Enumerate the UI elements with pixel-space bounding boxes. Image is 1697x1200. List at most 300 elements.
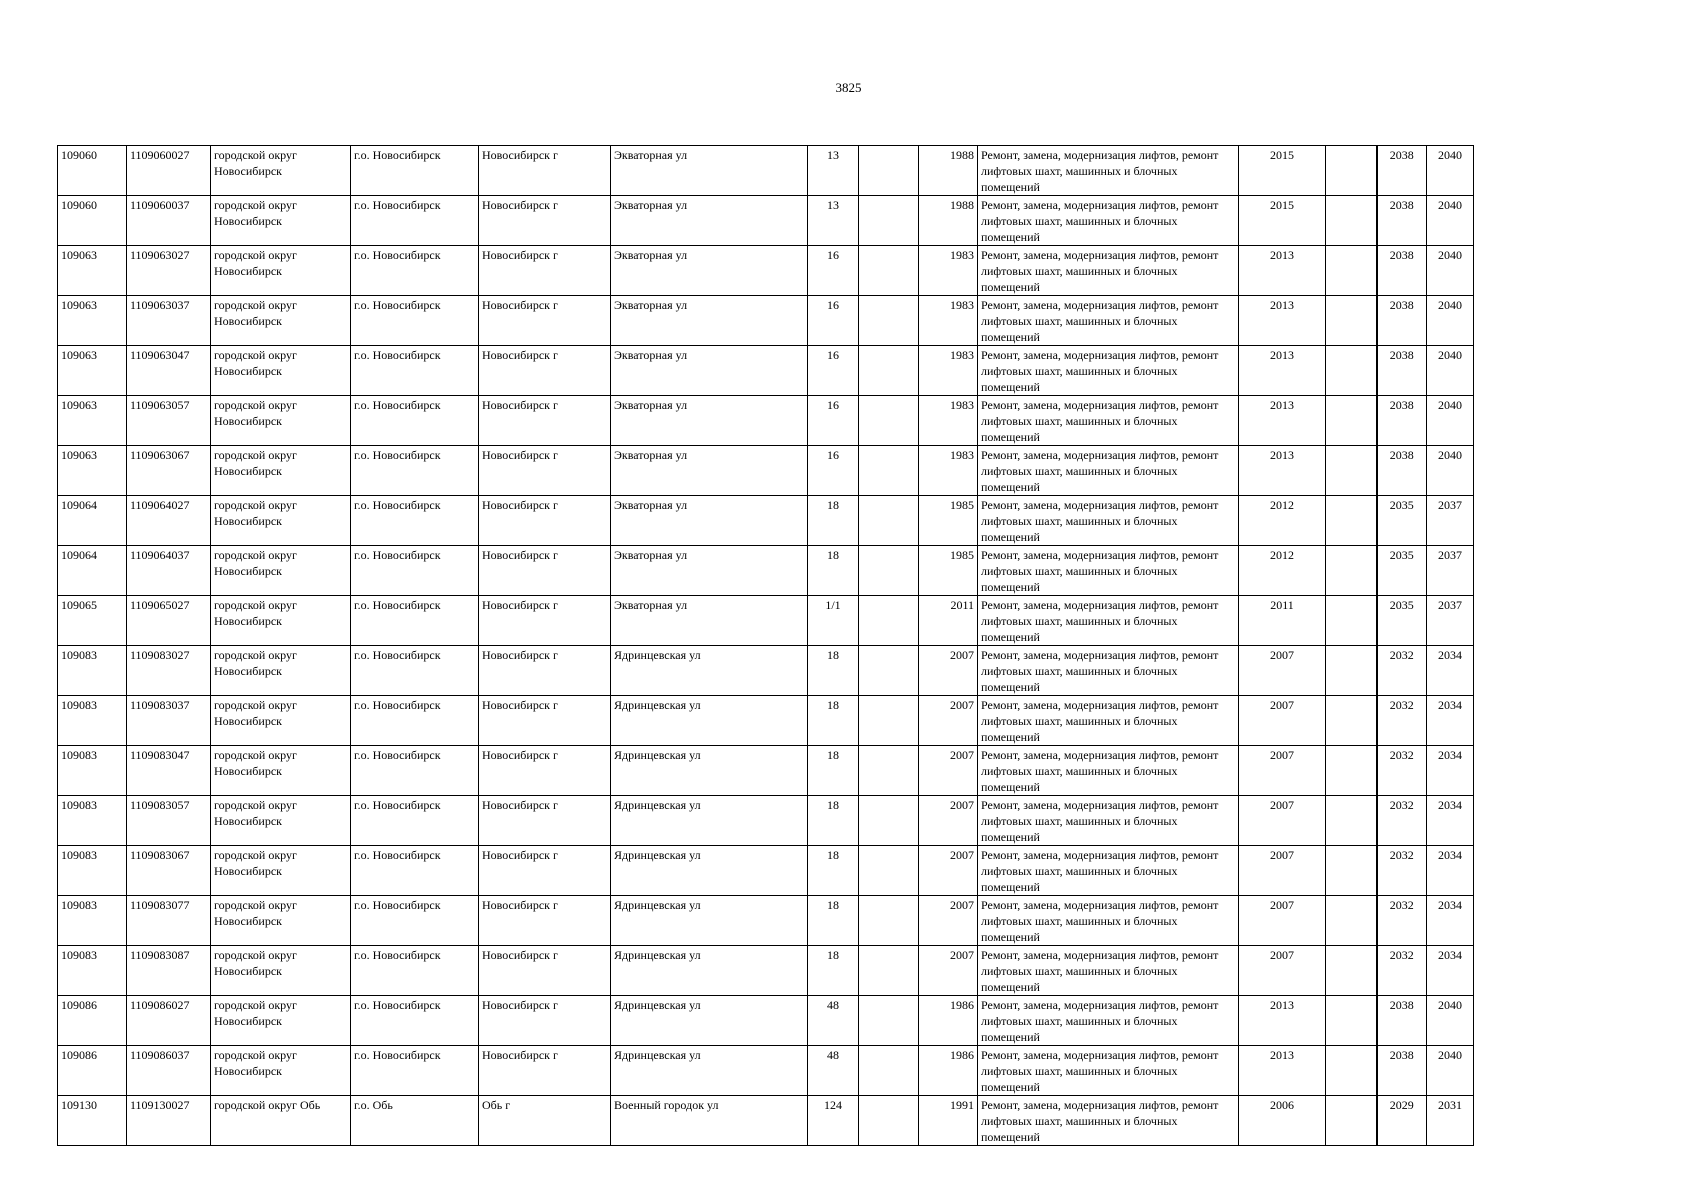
cell-district: городской округ Новосибирск [211, 996, 351, 1046]
table-row [58, 996, 1474, 1046]
cell-extra [859, 646, 919, 696]
cell-blank [1326, 1096, 1377, 1146]
cell-district: городской округ Новосибирск [211, 446, 351, 496]
cell-settlement: г.о. Новосибирск [351, 196, 479, 246]
cell-plan-to: 2040 [1427, 146, 1474, 196]
cell-id: 109086 [58, 996, 127, 1046]
cell-year-built: 2007 [919, 746, 978, 796]
cell-city: Новосибирск г [479, 1046, 611, 1096]
cell-house: 18 [808, 496, 859, 546]
cell-id: 109063 [58, 446, 127, 496]
cell-work-type: Ремонт, замена, модернизация лифтов, ремонт лифтовых шахт, машинных и блочных помещений [978, 296, 1239, 346]
cell-settlement: г.о. Новосибирск [351, 946, 479, 996]
cell-blank [1326, 346, 1377, 396]
cell-last-repair: 2013 [1239, 296, 1326, 346]
cell-code: 1109086027 [127, 996, 211, 1046]
cell-work-type: Ремонт, замена, модернизация лифтов, ремонт лифтовых шахт, машинных и блочных помещений [978, 696, 1239, 746]
cell-last-repair: 2007 [1239, 896, 1326, 946]
cell-plan-from: 2032 [1377, 896, 1427, 946]
cell-blank [1326, 1046, 1377, 1096]
cell-year-built: 1986 [919, 996, 978, 1046]
cell-blank [1326, 696, 1377, 746]
cell-house: 18 [808, 546, 859, 596]
cell-city: Новосибирск г [479, 896, 611, 946]
cell-year-built: 1991 [919, 1096, 978, 1146]
table-row [58, 596, 1474, 646]
cell-settlement: г.о. Новосибирск [351, 846, 479, 896]
cell-last-repair: 2006 [1239, 1096, 1326, 1146]
table-row [58, 496, 1474, 546]
cell-house: 18 [808, 646, 859, 696]
table-row [58, 296, 1474, 346]
cell-house: 16 [808, 396, 859, 446]
cell-blank [1326, 496, 1377, 546]
cell-work-type: Ремонт, замена, модернизация лифтов, ремонт лифтовых шахт, машинных и блочных помещений [978, 246, 1239, 296]
cell-blank [1326, 246, 1377, 296]
cell-plan-to: 2040 [1427, 296, 1474, 346]
cell-id: 109083 [58, 896, 127, 946]
cell-city: Новосибирск г [479, 646, 611, 696]
cell-blank [1326, 946, 1377, 996]
cell-plan-to: 2040 [1427, 446, 1474, 496]
table-row [58, 1096, 1474, 1146]
cell-street: Экваторная ул [611, 246, 808, 296]
cell-extra [859, 1096, 919, 1146]
cell-street: Ядринцевская ул [611, 896, 808, 946]
cell-district: городской округ Новосибирск [211, 846, 351, 896]
cell-plan-from: 2032 [1377, 746, 1427, 796]
cell-extra [859, 796, 919, 846]
cell-district: городской округ Новосибирск [211, 146, 351, 196]
cell-house: 13 [808, 196, 859, 246]
cell-plan-to: 2034 [1427, 696, 1474, 746]
cell-plan-to: 2040 [1427, 396, 1474, 446]
cell-id: 109060 [58, 196, 127, 246]
cell-house: 1/1 [808, 596, 859, 646]
cell-year-built: 1983 [919, 396, 978, 446]
cell-settlement: г.о. Новосибирск [351, 396, 479, 446]
cell-city: Новосибирск г [479, 296, 611, 346]
cell-extra [859, 946, 919, 996]
cell-blank [1326, 746, 1377, 796]
cell-year-built: 1988 [919, 196, 978, 246]
cell-last-repair: 2013 [1239, 1046, 1326, 1096]
cell-plan-from: 2032 [1377, 946, 1427, 996]
cell-blank [1326, 296, 1377, 346]
cell-city: Новосибирск г [479, 696, 611, 746]
cell-plan-to: 2037 [1427, 496, 1474, 546]
cell-settlement: г.о. Новосибирск [351, 496, 479, 546]
cell-year-built: 1985 [919, 546, 978, 596]
cell-settlement: г.о. Новосибирск [351, 696, 479, 746]
cell-code: 1109083077 [127, 896, 211, 946]
cell-code: 1109060027 [127, 146, 211, 196]
cell-id: 109064 [58, 546, 127, 596]
cell-blank [1326, 546, 1377, 596]
cell-extra [859, 296, 919, 346]
cell-extra [859, 996, 919, 1046]
table-row [58, 846, 1474, 896]
cell-settlement: г.о. Новосибирск [351, 1046, 479, 1096]
cell-code: 1109086037 [127, 1046, 211, 1096]
table-row [58, 946, 1474, 996]
cell-id: 109063 [58, 296, 127, 346]
cell-id: 109083 [58, 646, 127, 696]
cell-work-type: Ремонт, замена, модернизация лифтов, ремонт лифтовых шахт, машинных и блочных помещений [978, 396, 1239, 446]
cell-street: Экваторная ул [611, 596, 808, 646]
cell-work-type: Ремонт, замена, модернизация лифтов, ремонт лифтовых шахт, машинных и блочных помещений [978, 146, 1239, 196]
cell-house: 18 [808, 946, 859, 996]
cell-code: 1109065027 [127, 596, 211, 646]
cell-code: 1109063047 [127, 346, 211, 396]
cell-year-built: 2007 [919, 946, 978, 996]
cell-blank [1326, 196, 1377, 246]
cell-district: городской округ Обь [211, 1096, 351, 1146]
cell-district: городской округ Новосибирск [211, 346, 351, 396]
cell-plan-from: 2032 [1377, 846, 1427, 896]
cell-extra [859, 346, 919, 396]
cell-blank [1326, 996, 1377, 1046]
cell-work-type: Ремонт, замена, модернизация лифтов, ремонт лифтовых шахт, машинных и блочных помещений [978, 646, 1239, 696]
cell-code: 1109083087 [127, 946, 211, 996]
cell-blank [1326, 146, 1377, 196]
page-number: 3825 [835, 80, 862, 95]
cell-street: Экваторная ул [611, 196, 808, 246]
cell-work-type: Ремонт, замена, модернизация лифтов, ремонт лифтовых шахт, машинных и блочных помещений [978, 796, 1239, 846]
cell-blank [1326, 846, 1377, 896]
cell-plan-to: 2037 [1427, 546, 1474, 596]
cell-city: Новосибирск г [479, 796, 611, 846]
cell-extra [859, 246, 919, 296]
cell-year-built: 1986 [919, 1046, 978, 1096]
cell-district: городской округ Новосибирск [211, 946, 351, 996]
table-row [58, 396, 1474, 446]
table-row [58, 746, 1474, 796]
cell-district: городской округ Новосибирск [211, 546, 351, 596]
cell-blank [1326, 396, 1377, 446]
cell-street: Экваторная ул [611, 346, 808, 396]
cell-blank [1326, 796, 1377, 846]
cell-blank [1326, 646, 1377, 696]
cell-district: городской округ Новосибирск [211, 196, 351, 246]
cell-code: 1109083057 [127, 796, 211, 846]
table-row [58, 246, 1474, 296]
cell-year-built: 2011 [919, 596, 978, 646]
table-row [58, 196, 1474, 246]
cell-district: городской округ Новосибирск [211, 1046, 351, 1096]
cell-extra [859, 446, 919, 496]
cell-district: городской округ Новосибирск [211, 396, 351, 446]
registry-table [57, 145, 1474, 1146]
cell-district: городской округ Новосибирск [211, 246, 351, 296]
table-row [58, 346, 1474, 396]
cell-year-built: 2007 [919, 646, 978, 696]
cell-year-built: 1983 [919, 446, 978, 496]
cell-street: Ядринцевская ул [611, 1046, 808, 1096]
cell-plan-to: 2034 [1427, 746, 1474, 796]
cell-last-repair: 2007 [1239, 846, 1326, 896]
cell-extra [859, 1046, 919, 1096]
registry-body [58, 146, 1474, 1146]
cell-code: 1109063037 [127, 296, 211, 346]
cell-plan-from: 2038 [1377, 396, 1427, 446]
cell-street: Ядринцевская ул [611, 996, 808, 1046]
cell-year-built: 1985 [919, 496, 978, 546]
cell-plan-from: 2032 [1377, 696, 1427, 746]
cell-district: городской округ Новосибирск [211, 696, 351, 746]
cell-street: Экваторная ул [611, 446, 808, 496]
cell-settlement: г.о. Новосибирск [351, 546, 479, 596]
cell-city: Новосибирск г [479, 596, 611, 646]
cell-house: 16 [808, 446, 859, 496]
cell-street: Ядринцевская ул [611, 946, 808, 996]
cell-plan-from: 2038 [1377, 146, 1427, 196]
cell-extra [859, 746, 919, 796]
cell-work-type: Ремонт, замена, модернизация лифтов, ремонт лифтовых шахт, машинных и блочных помещений [978, 1046, 1239, 1096]
cell-settlement: г.о. Новосибирск [351, 796, 479, 846]
cell-street: Экваторная ул [611, 496, 808, 546]
cell-extra [859, 196, 919, 246]
cell-id: 109063 [58, 246, 127, 296]
cell-street: Экваторная ул [611, 296, 808, 346]
cell-work-type: Ремонт, замена, модернизация лифтов, ремонт лифтовых шахт, машинных и блочных помещений [978, 196, 1239, 246]
cell-last-repair: 2013 [1239, 996, 1326, 1046]
cell-work-type: Ремонт, замена, модернизация лифтов, ремонт лифтовых шахт, машинных и блочных помещений [978, 346, 1239, 396]
cell-last-repair: 2007 [1239, 946, 1326, 996]
cell-plan-to: 2034 [1427, 846, 1474, 896]
cell-last-repair: 2013 [1239, 446, 1326, 496]
cell-plan-from: 2038 [1377, 1046, 1427, 1096]
cell-settlement: г.о. Новосибирск [351, 346, 479, 396]
cell-plan-from: 2032 [1377, 646, 1427, 696]
cell-settlement: г.о. Новосибирск [351, 246, 479, 296]
cell-id: 109083 [58, 746, 127, 796]
cell-last-repair: 2015 [1239, 196, 1326, 246]
cell-id: 109083 [58, 846, 127, 896]
cell-last-repair: 2012 [1239, 546, 1326, 596]
cell-house: 13 [808, 146, 859, 196]
cell-settlement: г.о. Новосибирск [351, 896, 479, 946]
cell-city: Новосибирск г [479, 396, 611, 446]
cell-district: городской округ Новосибирск [211, 796, 351, 846]
cell-last-repair: 2015 [1239, 146, 1326, 196]
cell-id: 109063 [58, 346, 127, 396]
cell-id: 109060 [58, 146, 127, 196]
cell-year-built: 1983 [919, 246, 978, 296]
cell-settlement: г.о. Новосибирск [351, 746, 479, 796]
cell-code: 1109083027 [127, 646, 211, 696]
cell-city: Новосибирск г [479, 346, 611, 396]
cell-plan-from: 2035 [1377, 496, 1427, 546]
cell-district: городской округ Новосибирск [211, 896, 351, 946]
cell-house: 18 [808, 796, 859, 846]
cell-last-repair: 2011 [1239, 596, 1326, 646]
cell-last-repair: 2007 [1239, 646, 1326, 696]
cell-extra [859, 696, 919, 746]
cell-extra [859, 496, 919, 546]
cell-year-built: 2007 [919, 796, 978, 846]
cell-settlement: г.о. Новосибирск [351, 596, 479, 646]
cell-plan-to: 2040 [1427, 246, 1474, 296]
cell-house: 16 [808, 296, 859, 346]
cell-extra [859, 546, 919, 596]
table-row [58, 546, 1474, 596]
cell-house: 18 [808, 846, 859, 896]
cell-id: 109086 [58, 1046, 127, 1096]
table-row [58, 796, 1474, 846]
cell-house: 124 [808, 1096, 859, 1146]
cell-city: Новосибирск г [479, 246, 611, 296]
cell-plan-from: 2038 [1377, 296, 1427, 346]
cell-house: 16 [808, 246, 859, 296]
cell-work-type: Ремонт, замена, модернизация лифтов, ремонт лифтовых шахт, машинных и блочных помещений [978, 446, 1239, 496]
cell-street: Ядринцевская ул [611, 646, 808, 696]
cell-work-type: Ремонт, замена, модернизация лифтов, ремонт лифтовых шахт, машинных и блочных помещений [978, 846, 1239, 896]
cell-code: 1109063067 [127, 446, 211, 496]
cell-district: городской округ Новосибирск [211, 646, 351, 696]
cell-settlement: г.о. Новосибирск [351, 446, 479, 496]
cell-id: 109064 [58, 496, 127, 546]
cell-city: Новосибирск г [479, 946, 611, 996]
cell-plan-from: 2038 [1377, 996, 1427, 1046]
cell-plan-to: 2040 [1427, 1046, 1474, 1096]
cell-blank [1326, 596, 1377, 646]
cell-code: 1109064037 [127, 546, 211, 596]
cell-last-repair: 2007 [1239, 696, 1326, 746]
cell-city: Новосибирск г [479, 446, 611, 496]
table-row [58, 146, 1474, 196]
cell-plan-to: 2034 [1427, 796, 1474, 846]
cell-plan-from: 2032 [1377, 796, 1427, 846]
cell-last-repair: 2013 [1239, 396, 1326, 446]
cell-extra [859, 146, 919, 196]
cell-city: Новосибирск г [479, 146, 611, 196]
table-row [58, 646, 1474, 696]
table-row [58, 1046, 1474, 1096]
cell-year-built: 2007 [919, 896, 978, 946]
cell-code: 1109063027 [127, 246, 211, 296]
cell-street: Ядринцевская ул [611, 696, 808, 746]
cell-plan-to: 2040 [1427, 996, 1474, 1046]
cell-city: Новосибирск г [479, 196, 611, 246]
cell-settlement: г.о. Новосибирск [351, 146, 479, 196]
cell-house: 16 [808, 346, 859, 396]
cell-year-built: 1988 [919, 146, 978, 196]
cell-last-repair: 2007 [1239, 796, 1326, 846]
cell-city: Обь г [479, 1096, 611, 1146]
cell-plan-from: 2038 [1377, 246, 1427, 296]
cell-plan-from: 2035 [1377, 596, 1427, 646]
cell-city: Новосибирск г [479, 846, 611, 896]
cell-street: Ядринцевская ул [611, 796, 808, 846]
cell-plan-from: 2038 [1377, 346, 1427, 396]
cell-house: 18 [808, 696, 859, 746]
cell-code: 1109130027 [127, 1096, 211, 1146]
cell-plan-to: 2034 [1427, 896, 1474, 946]
cell-id: 109083 [58, 946, 127, 996]
cell-street: Ядринцевская ул [611, 746, 808, 796]
cell-code: 1109063057 [127, 396, 211, 446]
cell-work-type: Ремонт, замена, модернизация лифтов, ремонт лифтовых шахт, машинных и блочных помещений [978, 746, 1239, 796]
cell-district: городской округ Новосибирск [211, 496, 351, 546]
cell-street: Экваторная ул [611, 146, 808, 196]
cell-work-type: Ремонт, замена, модернизация лифтов, ремонт лифтовых шахт, машинных и блочных помещений [978, 996, 1239, 1046]
cell-house: 18 [808, 896, 859, 946]
cell-district: городской округ Новосибирск [211, 746, 351, 796]
cell-plan-to: 2040 [1427, 346, 1474, 396]
cell-work-type: Ремонт, замена, модернизация лифтов, ремонт лифтовых шахт, машинных и блочных помещений [978, 896, 1239, 946]
cell-city: Новосибирск г [479, 996, 611, 1046]
cell-code: 1109060037 [127, 196, 211, 246]
cell-street: Экваторная ул [611, 546, 808, 596]
cell-code: 1109064027 [127, 496, 211, 546]
cell-settlement: г.о. Обь [351, 1096, 479, 1146]
cell-plan-from: 2038 [1377, 446, 1427, 496]
cell-plan-to: 2037 [1427, 596, 1474, 646]
cell-code: 1109083067 [127, 846, 211, 896]
cell-year-built: 2007 [919, 696, 978, 746]
cell-district: городской округ Новосибирск [211, 296, 351, 346]
cell-plan-to: 2040 [1427, 196, 1474, 246]
cell-work-type: Ремонт, замена, модернизация лифтов, ремонт лифтовых шахт, машинных и блочных помещений [978, 946, 1239, 996]
cell-district: городской округ Новосибирск [211, 596, 351, 646]
cell-plan-from: 2038 [1377, 196, 1427, 246]
cell-work-type: Ремонт, замена, модернизация лифтов, ремонт лифтовых шахт, машинных и блочных помещений [978, 546, 1239, 596]
cell-last-repair: 2007 [1239, 746, 1326, 796]
cell-id: 109130 [58, 1096, 127, 1146]
cell-extra [859, 596, 919, 646]
cell-plan-from: 2029 [1377, 1096, 1427, 1146]
cell-city: Новосибирск г [479, 746, 611, 796]
cell-settlement: г.о. Новосибирск [351, 996, 479, 1046]
cell-blank [1326, 896, 1377, 946]
cell-plan-from: 2035 [1377, 546, 1427, 596]
cell-last-repair: 2012 [1239, 496, 1326, 546]
cell-street: Военный городок ул [611, 1096, 808, 1146]
cell-code: 1109083047 [127, 746, 211, 796]
cell-year-built: 1983 [919, 346, 978, 396]
cell-work-type: Ремонт, замена, модернизация лифтов, ремонт лифтовых шахт, машинных и блочных помещений [978, 1096, 1239, 1146]
cell-last-repair: 2013 [1239, 246, 1326, 296]
cell-house: 48 [808, 996, 859, 1046]
cell-id: 109083 [58, 796, 127, 846]
cell-work-type: Ремонт, замена, модернизация лифтов, ремонт лифтовых шахт, машинных и блочных помещений [978, 496, 1239, 546]
cell-plan-to: 2034 [1427, 946, 1474, 996]
cell-year-built: 2007 [919, 846, 978, 896]
cell-city: Новосибирск г [479, 496, 611, 546]
cell-extra [859, 396, 919, 446]
cell-extra [859, 846, 919, 896]
cell-id: 109083 [58, 696, 127, 746]
cell-city: Новосибирск г [479, 546, 611, 596]
cell-year-built: 1983 [919, 296, 978, 346]
cell-house: 48 [808, 1046, 859, 1096]
cell-plan-to: 2031 [1427, 1096, 1474, 1146]
cell-work-type: Ремонт, замена, модернизация лифтов, ремонт лифтовых шахт, машинных и блочных помещений [978, 596, 1239, 646]
cell-house: 18 [808, 746, 859, 796]
cell-code: 1109083037 [127, 696, 211, 746]
cell-settlement: г.о. Новосибирск [351, 646, 479, 696]
cell-blank [1326, 446, 1377, 496]
cell-street: Ядринцевская ул [611, 846, 808, 896]
cell-extra [859, 896, 919, 946]
cell-street: Экваторная ул [611, 396, 808, 446]
cell-last-repair: 2013 [1239, 346, 1326, 396]
cell-plan-to: 2034 [1427, 646, 1474, 696]
cell-id: 109063 [58, 396, 127, 446]
table-row [58, 696, 1474, 746]
table-row [58, 446, 1474, 496]
